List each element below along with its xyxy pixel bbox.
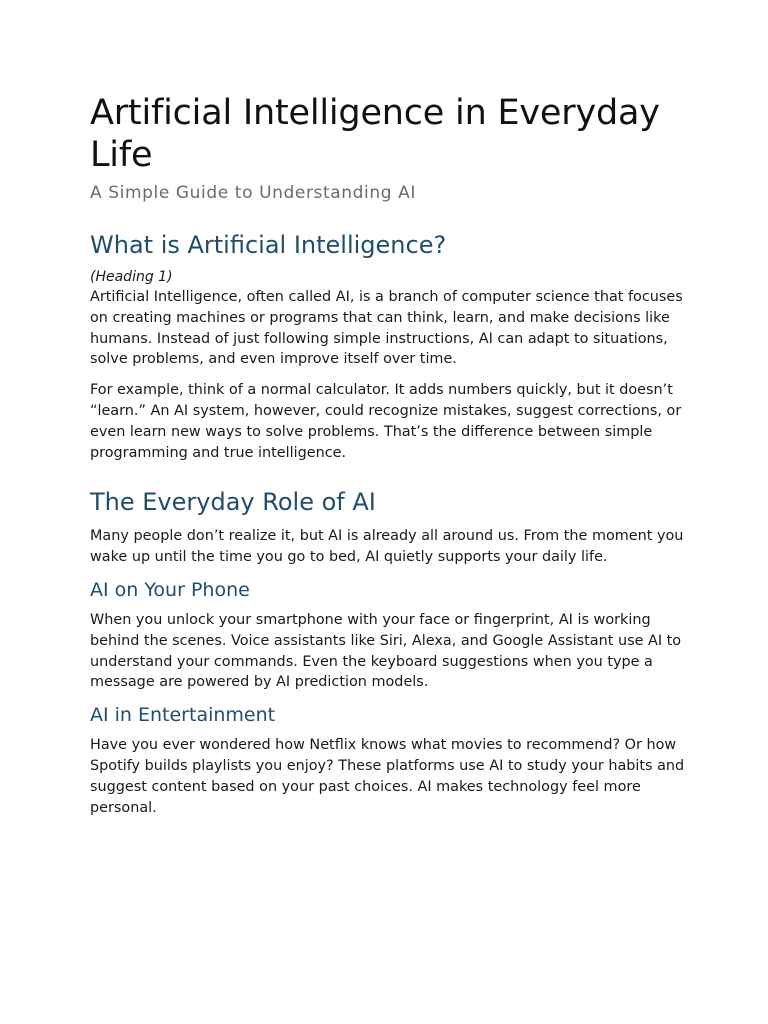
subsection-heading-phone: AI on Your Phone — [90, 578, 250, 601]
paragraph-example: For example, think of a normal calculator. It adds numbers quickly, but it doesn’t “learn.” An AI system, however, could recognize mistakes, suggest corrections, or even learn new ways to solve problems. That’s the difference between simple programming and true intelligence. — [90, 382, 682, 461]
section-heading-everyday-role: The Everyday Role of AI — [90, 488, 376, 517]
document-title: Artificial Intelligence in Everyday Life — [90, 93, 660, 175]
paragraph-definition: Artificial Intelligence, often called AI, is a branch of computer science that focuses on creating machines or programs that can think, learn, and make decisions like humans. Instead of just following simple instructions, AI can adapt to situations, solve problems, and even improve itself over time. — [90, 289, 683, 368]
subsection-heading-entertainment: AI in Entertainment — [90, 704, 276, 727]
paragraph-entertainment: Have you ever wondered how Netflix knows what movies to recommend? Or how Spotify builds playlists you enjoy? These platforms use AI to study your habits and suggest content based on your past choices. AI makes technology feel more personal. — [90, 737, 685, 816]
paragraph-everyday-intro: Many people don’t realize it, but AI is already all around us. From the moment you wake up until the time you go to bed, AI quietly supports your daily life. — [90, 528, 684, 566]
document-page — [90, 92, 690, 818]
paragraph-phone: When you unlock your smartphone with your face or fingerprint, AI is working behind the scenes. Voice assistants like Siri, Alexa, and Google Assistant use AI to understand your commands. Even the keyboard suggestions when you type a message are powered by AI prediction models. — [90, 611, 682, 691]
heading-style-note: (Heading 1) — [90, 269, 173, 285]
section-heading-what-is-ai: What is Artificial Intelligence? — [90, 231, 447, 259]
document-subtitle: A Simple Guide to Understanding AI — [90, 183, 416, 203]
